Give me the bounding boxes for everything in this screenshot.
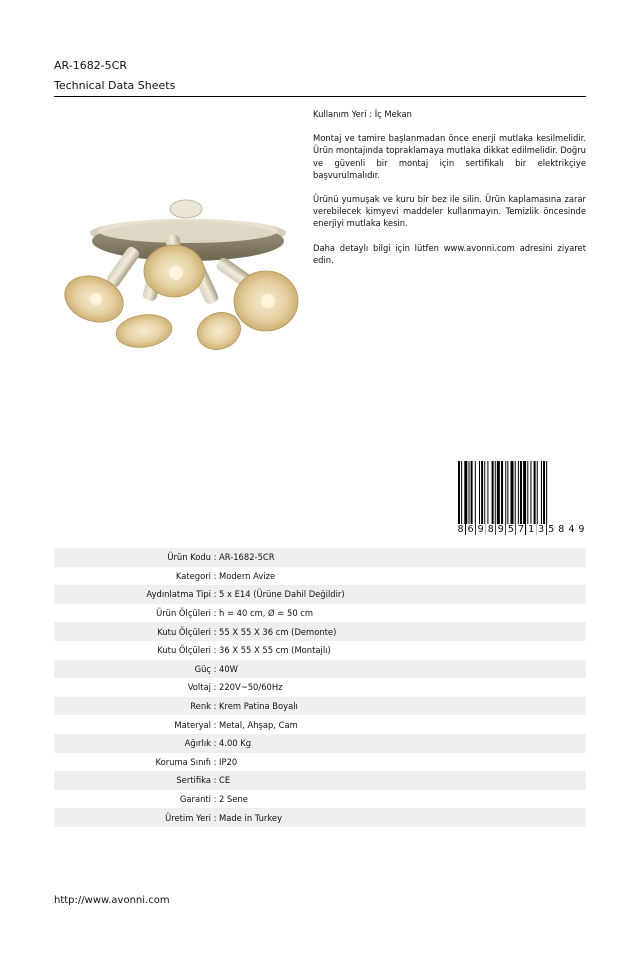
spec-separator: :: [213, 663, 217, 674]
spec-row: [54, 697, 586, 716]
spec-row: [54, 585, 586, 604]
spec-value: 2 Sene: [219, 794, 248, 805]
spec-row: [54, 604, 586, 623]
spec-label: Aydınlatma Tipi: [146, 589, 211, 600]
spec-row: [54, 567, 586, 586]
usage-location: Kullanım Yeri : İç Mekan: [313, 109, 412, 119]
barcode-digit: 6: [467, 524, 474, 535]
spec-value: 40W: [219, 663, 238, 674]
spec-label: Kutu Ölçüleri: [157, 645, 211, 656]
header-divider: [54, 96, 586, 97]
barcode-digit: 9: [477, 524, 484, 535]
spec-row: [54, 641, 586, 660]
product-image: [56, 195, 306, 365]
document-header: [54, 58, 586, 94]
spec-label: Güç: [194, 663, 211, 674]
spec-value: CE: [219, 775, 231, 786]
spec-label: Renk: [190, 701, 211, 712]
spec-row: [54, 790, 586, 809]
spec-value: 5 x E14 (Ürüne Dahil Değildir): [219, 589, 345, 600]
spec-table: [54, 548, 586, 827]
spec-value: Metal, Ahşap, Cam: [219, 719, 298, 730]
spec-row: [54, 808, 586, 827]
more-info-note: Daha detaylı bilgi için lütfen www.avonni.com adresini ziyaret edin.: [313, 242, 586, 265]
cleaning-instructions: Ürünü yumuşak ve kuru bir bez ile silin. Ürün kaplamasına zarar verebilecek kimyevi maddeler kullanmayın. Temizlik öncesinde enerjiyi mutlaka kesin.: [313, 194, 586, 229]
spec-value: 36 X 55 X 55 cm (Montajlı): [219, 645, 331, 656]
document-subtitle: Technical Data Sheets: [54, 79, 176, 92]
spec-separator: :: [213, 812, 217, 823]
spec-value: h = 40 cm, Ø = 50 cm: [219, 608, 314, 619]
installation-warning: Montaj ve tamire başlanmadan önce enerji mutlaka kesilmelidir. Ürün montajında topraklamaya mutlaka dikkat edilmelidir. Doğru ve güvenli bir montaj için sertifikalı bir elektrikçiye başvurulmalıdır.: [313, 133, 586, 180]
usage-info: [313, 108, 586, 278]
spec-value: Modern Avize: [219, 570, 276, 581]
spec-separator: :: [213, 701, 217, 712]
spec-value: IP20: [219, 756, 238, 767]
spec-value: 55 X 55 X 36 cm (Demonte): [219, 626, 337, 637]
spec-label: Ağırlık: [184, 738, 211, 749]
spec-label: Üretim Yeri: [165, 812, 211, 823]
spec-label: Koruma Sınıfı: [155, 756, 211, 767]
spec-separator: :: [213, 626, 217, 637]
spec-row: [54, 622, 586, 641]
spec-value: 4.00 Kg: [219, 738, 252, 749]
barcode-digit: 3: [538, 524, 545, 535]
spec-row: [54, 734, 586, 753]
spec-value: Krem Patina Boyalı: [219, 701, 298, 712]
spec-value: 220V~50/60Hz: [219, 682, 283, 693]
spec-value: AR-1682-5CR: [219, 552, 275, 563]
barcode-digit: 9: [578, 524, 585, 535]
barcode-digit: 8: [558, 524, 565, 535]
barcode-digit: 5: [548, 524, 555, 535]
barcode-digit: 9: [497, 524, 504, 535]
barcode-digit: 5: [507, 524, 514, 535]
spec-row: [54, 660, 586, 679]
barcode-digit: 4: [568, 524, 575, 535]
spec-label: Ürün Ölçüleri: [156, 608, 211, 619]
spec-separator: :: [213, 570, 217, 581]
spec-label: Materyal: [174, 719, 211, 730]
spec-label: Kategori: [175, 570, 211, 581]
spec-separator: :: [213, 738, 217, 749]
spec-label: Ürün Kodu: [167, 552, 211, 563]
spec-row: [54, 715, 586, 734]
spec-separator: :: [213, 775, 217, 786]
spec-row: [54, 678, 586, 697]
barcode-digits: [456, 524, 586, 535]
spec-label: Voltaj: [187, 682, 211, 693]
spec-separator: :: [213, 552, 217, 563]
footer-url: http://www.avonni.com: [54, 895, 170, 906]
spec-separator: :: [213, 682, 217, 693]
spec-separator: :: [213, 589, 217, 600]
spec-separator: :: [213, 645, 217, 656]
spec-row: [54, 753, 586, 772]
spec-separator: :: [213, 719, 217, 730]
spec-label: Kutu Ölçüleri: [157, 626, 211, 637]
spec-separator: :: [213, 608, 217, 619]
spec-label: Garanti: [179, 794, 211, 805]
spec-value: Made in Turkey: [219, 812, 283, 823]
spec-row: [54, 548, 586, 567]
barcode-digit: 1: [528, 524, 535, 535]
product-code-title: AR-1682-5CR: [54, 59, 127, 72]
spec-separator: :: [213, 794, 217, 805]
spec-row: [54, 771, 586, 790]
spec-separator: :: [213, 756, 217, 767]
barcode-digit: 8: [457, 524, 464, 535]
barcode-digit: 8: [487, 524, 494, 535]
spec-label: Sertifika: [176, 775, 211, 786]
barcode-digit: 7: [517, 524, 524, 535]
